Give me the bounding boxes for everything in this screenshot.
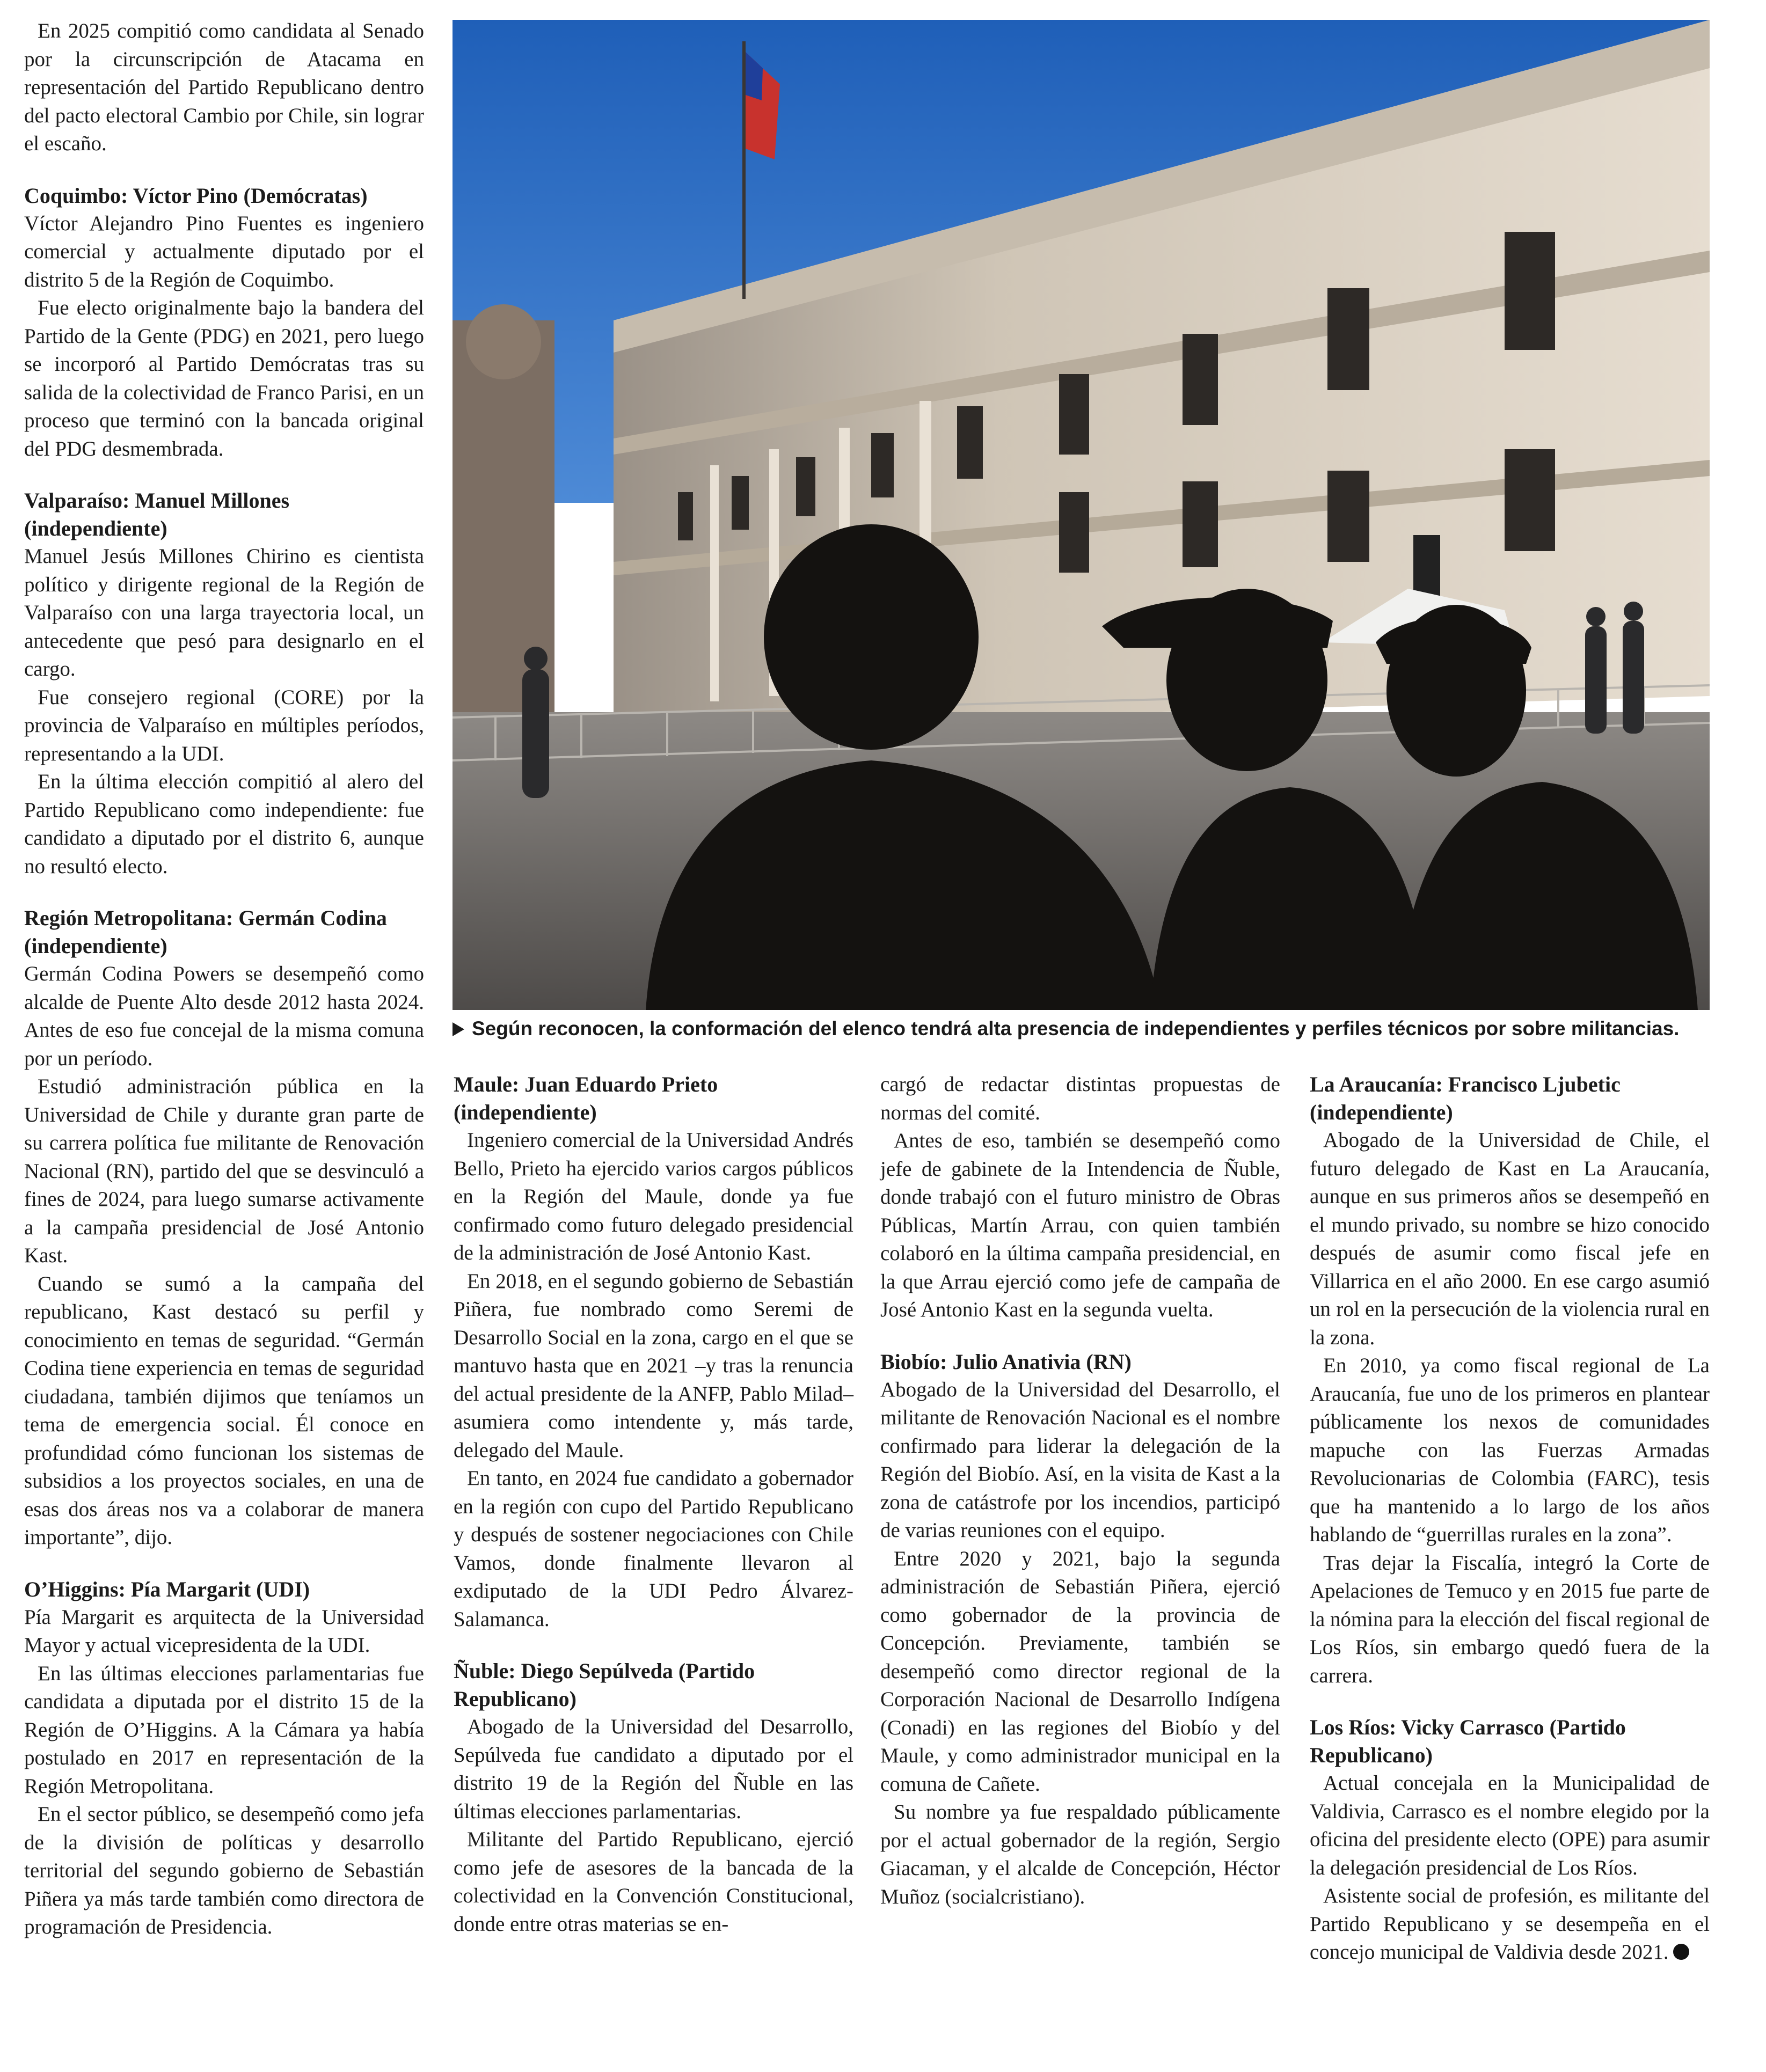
paragraph: Abogado de la Universidad del Desarrollo, Sepúlveda fue candidato a diputado por el distrito 19 de la Región del Ñuble en las últimas elecciones parlamentarias. <box>454 1715 853 1823</box>
intro-paragraph: En 2025 compitió como candidata al Senado por la circunscripción de Atacama en representación del Partido Republicano dentro del pacto electoral Cambio por Chile, sin lograr el escaño. <box>24 19 424 155</box>
heading-nuble: Ñuble: Diego Sepúlveda (Partido Republicano) <box>454 1659 755 1711</box>
paragraph: Pía Margarit es arquitecta de la Universidad Mayor y actual vicepresidenta de la UDI. <box>24 1605 424 1657</box>
paragraph: Ingeniero comercial de la Universidad Andrés Bello, Prieto ha ejercido varios cargos públicos en la Región del Maule, donde ya fue confirmado como futuro delegado presidencial de la administración de José Antonio Kast. <box>454 1129 853 1264</box>
paragraph: Antes de eso, también se desempeñó como jefe de gabinete de la Intendencia de Ñuble, donde trabajó con el futuro ministro de Obras Públicas, Martín Arrau, con quien también colaboró en la última campaña presidencial, en la que Arrau ejerció como jefe de campaña de José Antonio Kast en la segunda vuelta. <box>880 1129 1280 1321</box>
paragraph: Tras dejar la Fiscalía, integró la Corte de Apelaciones de Temuco y en 2015 fue parte de la nómina para la elección del fiscal regional de Los Ríos, sin embargo quedó fuera de la carrera. <box>1310 1551 1710 1687</box>
heading-losrios: Los Ríos: Vicky Carrasco (Partido Republicano) <box>1310 1715 1626 1767</box>
photo-caption <box>453 1016 1710 1042</box>
caption-text: Según reconocen, la conformación del elenco tendrá alta presencia de independientes y perfiles técnicos por sobre militancias. <box>472 1017 1680 1039</box>
heading-valparaiso: Valparaíso: Manuel Millones (independiente) <box>24 488 290 540</box>
column-4 <box>1310 1071 1710 1967</box>
heading-ohiggins: O’Higgins: Pía Margarit (UDI) <box>24 1577 310 1601</box>
heading-biobio: Biobío: Julio Anativia (RN) <box>880 1349 1132 1374</box>
end-mark-icon <box>1673 1944 1689 1960</box>
paragraph-continued: cargó de redactar distintas propuestas de normas del comité. <box>880 1073 1280 1124</box>
paragraph: Víctor Alejandro Pino Fuentes es ingeniero comercial y actualmente diputado por el distrito 5 de la Región de Coquimbo. <box>24 211 424 291</box>
paragraph: En 2010, ya como fiscal regional de La Araucanía, fue uno de los primeros en plantear públicamente los nexos de comunidades mapuche con las Fuerzas Armadas Revolucionarias de Colombia (FARC), tesis que ha mantenido a lo largo de los años hablando de “guerrillas rurales en la zona”. <box>1310 1354 1710 1546</box>
heading-metropolitana: Región Metropolitana: Germán Codina (independiente) <box>24 906 387 958</box>
final-text: Asistente social de profesión, es militante del Partido Republicano y se desempeña en el concejo municipal de Valdivia desde 2021. <box>1310 1884 1710 1964</box>
paragraph: En la última elección compitió al alero del Partido Republicano como independiente: fue candidato a diputado por el distrito 6, aunque no resultó electo. <box>24 770 424 878</box>
paragraph: Fue consejero regional (CORE) por la provincia de Valparaíso en múltiples períodos, representando a la UDI. <box>24 685 424 765</box>
heading-coquimbo: Coquimbo: Víctor Pino (Demócratas) <box>24 183 368 208</box>
paragraph: Fue electo originalmente bajo la bandera del Partido de la Gente (PDG) en 2021, pero luego se incorporó al Partido Demócratas tras su salida de la colectividad de Franco Parisi, en un proceso que terminó con la bancada original del PDG desmembrada. <box>24 296 424 460</box>
paragraph: En tanto, en 2024 fue candidato a gobernador en la región con cupo del Partido Republicano y después de sostener negociaciones con Chile Vamos, donde finalmente llevaron al exdiputado de la UDI Pedro Álvarez-Salamanca. <box>454 1467 853 1631</box>
paragraph: En el sector público, se desempeñó como jefa de la división de políticas y desarrollo territorial del segundo gobierno de Sebastián Piñera ya más tarde también como directora de programación de Presidencia. <box>24 1803 424 1938</box>
paragraph: Estudió administración pública en la Universidad de Chile y durante gran parte de su carrera política fue militante de Renovación Nacional (RN), partido del que se desvinculó a fines de 2024, para luego sumarse activamente a la campaña presidencial de José Antonio Kast. <box>24 1075 424 1267</box>
caption-triangle-icon <box>453 1022 464 1036</box>
heading-araucania: La Araucanía: Francisco Ljubetic (independiente) <box>1310 1072 1621 1124</box>
paragraph: En las últimas elecciones parlamentarias fue candidata a diputada por el distrito 15 de la Región de O’Higgins. A la Cámara ya había postulado en 2017 en representación de la Región Metropolitana. <box>24 1661 424 1798</box>
paragraph-final <box>1310 1882 1710 1967</box>
heading-maule: Maule: Juan Eduardo Prieto (independiente) <box>454 1072 718 1124</box>
column-1 <box>24 17 424 1942</box>
paragraph: Militante del Partido Republicano, ejerció como jefe de asesores de la bancada de la colectividad en la Convención Constitucional, donde entre otras materias se en- <box>454 1828 853 1936</box>
paragraph: Abogado de la Universidad del Desarrollo, el militante de Renovación Nacional es el nombre confirmado para liderar la delegación de la Región del Biobío. Así, en la visita de Kast a la zona de catástrofe por los incendios, participó de varias reuniones con el equipo. <box>880 1378 1280 1542</box>
paragraph: Su nombre ya fue respaldado públicamente por el actual gobernador de la región, Sergio Giacaman, y el alcalde de Concepción, Héctor Muñoz (socialcristiano). <box>880 1800 1280 1908</box>
column-2 <box>454 1071 853 1938</box>
paragraph: Actual concejala en la Municipalidad de Valdivia, Carrasco es el nombre elegido por la oficina del presidente electo (OPE) para asumir la delegación presidencial de Los Ríos. <box>1310 1771 1710 1879</box>
photo-la-moneda <box>453 20 1710 1010</box>
paragraph: Manuel Jesús Millones Chirino es cientista político y dirigente regional de la Región de Valparaíso con una larga trayectoria local, un antecedente que pesó para designarlo en el cargo. <box>24 545 424 680</box>
paragraph: Entre 2020 y 2021, bajo la segunda administración de Sebastián Piñera, ejerció como gobernador de la provincia de Concepción. Previamente, también se desempeñó como director regional de la Corporación Nacional de Desarrollo Indígena (Conadi) en las regiones del Biobío y del Maule, y como administrador municipal en la comuna de Cañete. <box>880 1547 1280 1796</box>
paragraph: Germán Codina Powers se desempeñó como alcalde de Puente Alto desde 2012 hasta 2024. Antes de eso fue concejal de la misma comuna por un período. <box>24 962 424 1070</box>
column-3 <box>880 1071 1280 1911</box>
paragraph: En 2018, en el segundo gobierno de Sebastián Piñera, fue nombrado como Seremi de Desarrollo Social en la zona, cargo en el que se mantuvo hasta que en 2021 –y tras la renuncia del actual presidente de la ANFP, Pablo Milad– asumiera como intendente y, más tarde, delegado del Maule. <box>454 1269 853 1462</box>
paragraph: Cuando se sumó a la campaña del republicano, Kast destacó su perfil y conocimiento en temas de seguridad. “Germán Codina tiene experiencia en temas de seguridad ciudadana, también dijimos que teníamos un tema de emergencia social. Él conoce en profundidad cómo funcionan los sistemas de subsidios a los proyectos sociales, en una de esas dos áreas nos va a colaborar de manera importante”, dijo. <box>24 1272 424 1549</box>
photo-illustration <box>453 20 1710 1010</box>
paragraph: Abogado de la Universidad de Chile, el futuro delegado de Kast en La Araucanía, aunque en sus primeros años se desempeñó en el mundo privado, su nombre se hizo conocido después de asumir como fiscal jefe en Villarrica en el año 2000. En ese cargo asumió un rol en la persecución de la violencia rural en la zona. <box>1310 1129 1710 1349</box>
